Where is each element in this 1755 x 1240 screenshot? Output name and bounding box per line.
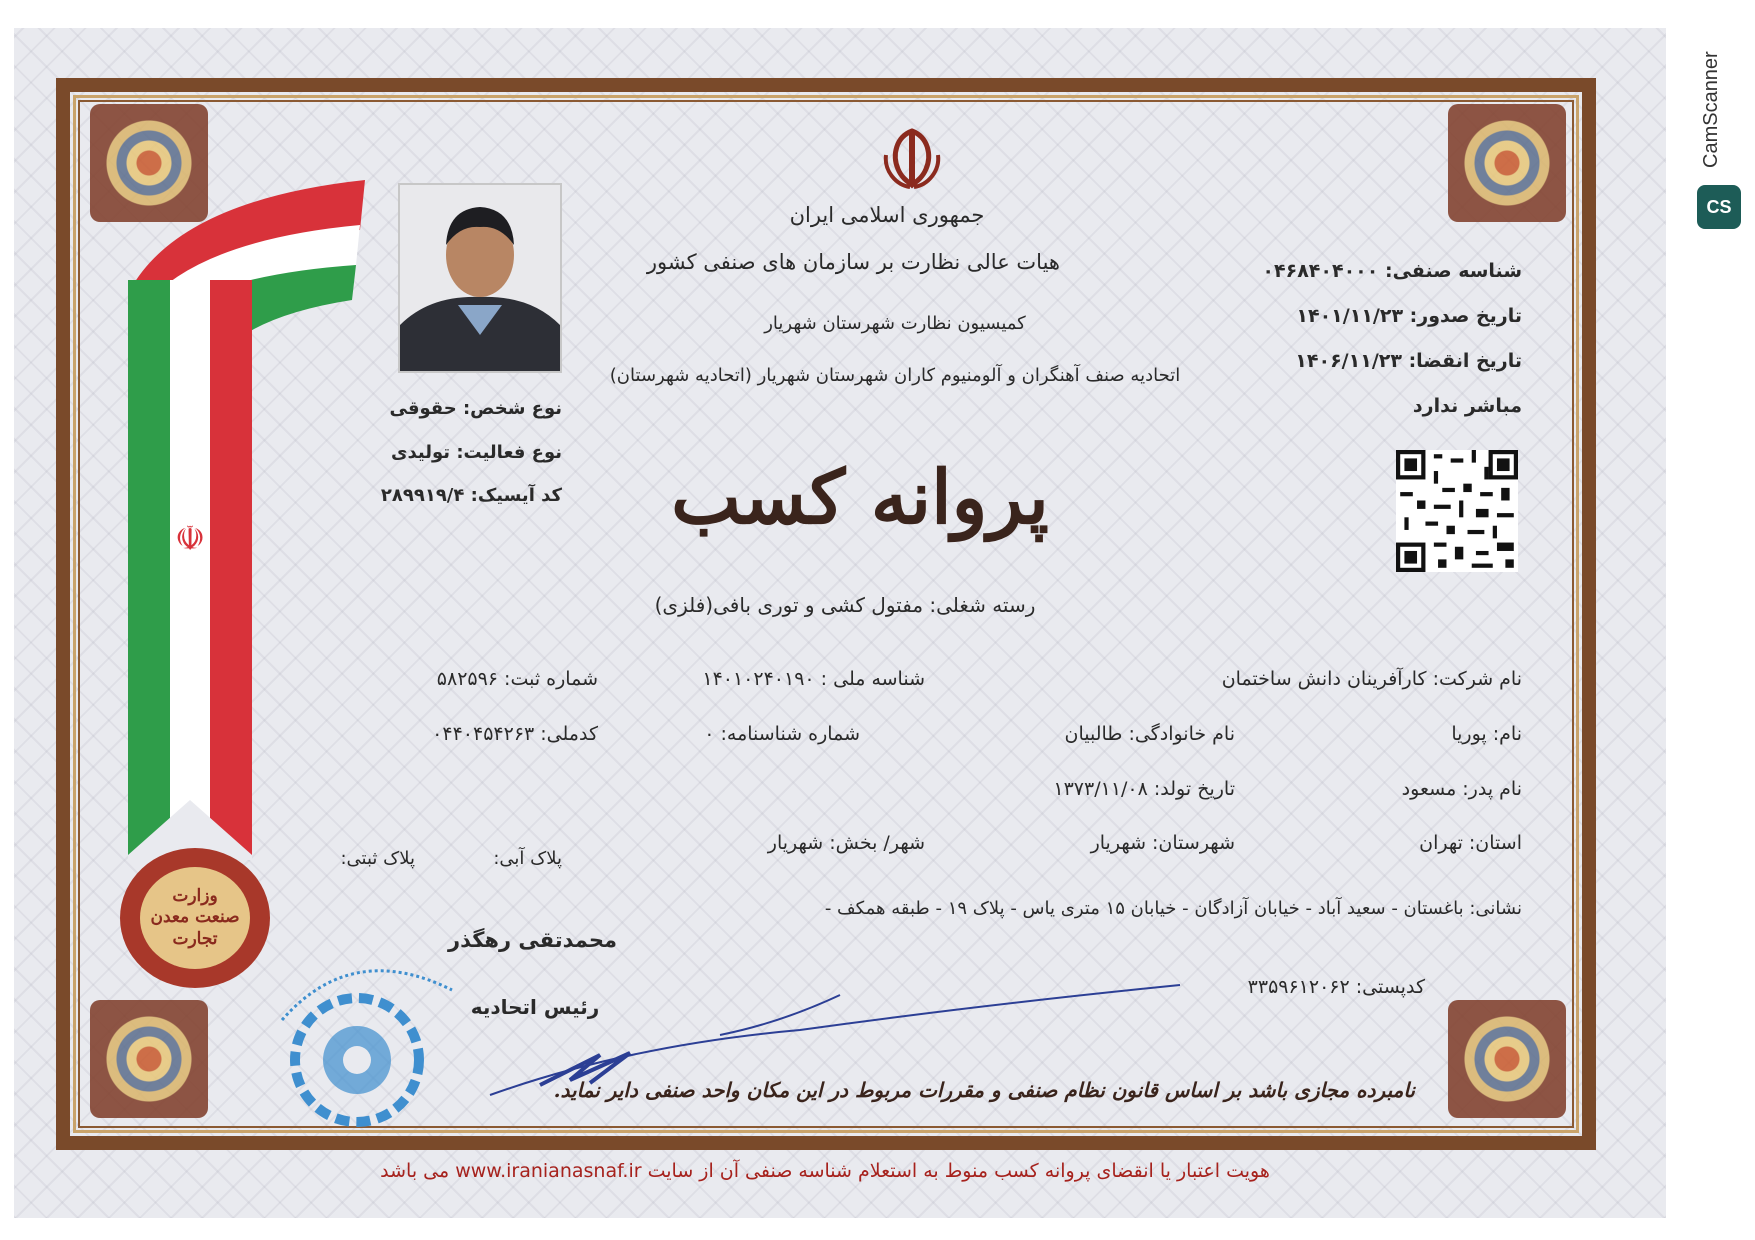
issue-date: تاریخ صدور: ۱۴۰۱/۱۱/۲۳ bbox=[1296, 305, 1522, 327]
corner-ornament-top-right bbox=[1448, 104, 1566, 222]
father-name: نام پدر: مسعود bbox=[1401, 778, 1522, 800]
last-name: نام خانوادگی: طالبیان bbox=[1064, 723, 1235, 745]
svg-text:☫: ☫ bbox=[174, 519, 206, 559]
qr-code-icon bbox=[1396, 450, 1518, 572]
registration-plate: پلاک ثبتی: bbox=[340, 848, 415, 869]
national-id: شناسه ملی : ۱۴۰۱۰۲۴۰۱۹۰ bbox=[702, 668, 925, 690]
seal-text: وزارت صنعت معدن تجارت bbox=[150, 886, 240, 949]
signatory-role: رئیس اتحادیه bbox=[470, 995, 600, 1019]
iran-flag-ribbon-icon bbox=[120, 170, 380, 860]
ministry-seal bbox=[120, 848, 270, 988]
holder-photo bbox=[398, 183, 562, 373]
commission-heading: کمیسیون نظارت شهرستان شهریار bbox=[764, 313, 1026, 334]
blue-plate: پلاک آبی: bbox=[493, 848, 562, 869]
board-heading: هیات عالی نظارت بر سازمان های صنفی کشور bbox=[646, 250, 1060, 274]
certificate-title: پروانه کسب bbox=[671, 455, 1049, 541]
union-heading: اتحادیه صنف آهنگران و آلومنیوم کاران شهرستان شهریار (اتحادیه شهرستان) bbox=[609, 365, 1181, 386]
republic-heading: جمهوری اسلامی ایران bbox=[789, 203, 985, 227]
camscanner-text: CamScanner bbox=[1700, 51, 1722, 169]
id-number: شماره شناسنامه: ۰ bbox=[704, 723, 860, 745]
address: نشانی: باغستان - سعید آباد - خیابان آزادگان - خیابان ۱۵ متری یاس - پلاک ۱۹ - طبقه همکف - bbox=[824, 898, 1522, 919]
union-stamp-icon bbox=[262, 950, 462, 1130]
verification-footer: هویت اعتبار یا انقضای پروانه کسب منوط به استعلام شناسه صنفی آن از سایت www.iranianasnaf.ir می باشد bbox=[380, 1160, 1270, 1182]
camscanner-logo-icon: CS bbox=[1697, 185, 1741, 229]
registration-number: شماره ثبت: ۵۸۲۵۹۶ bbox=[436, 668, 598, 690]
birth-date: تاریخ تولد: ۱۳۷۳/۱۱/۰۸ bbox=[1053, 778, 1235, 800]
county: شهرستان: شهریار bbox=[1090, 832, 1235, 854]
corner-ornament-bottom-left bbox=[90, 1000, 208, 1118]
activity-type: نوع فعالیت: تولیدی bbox=[391, 442, 562, 463]
signatory-name: محمدتقی رهگذر bbox=[448, 928, 617, 952]
guild-id: شناسه صنفی: ۰۴۶۸۴۰۴۰۰۰ bbox=[1262, 260, 1522, 282]
occupation: رسته شغلی: مفتول کشی و توری بافی(فلزی) bbox=[654, 593, 1036, 617]
corner-ornament-bottom-right bbox=[1448, 1000, 1566, 1118]
person-type: نوع شخص: حقوقی bbox=[389, 398, 562, 419]
city: شهر/ بخش: شهریار bbox=[767, 832, 925, 854]
first-name: نام: پوریا bbox=[1451, 723, 1522, 745]
province: استان: تهران bbox=[1419, 832, 1522, 854]
national-code: کدملی: ۰۴۴۰۴۵۴۲۶۳ bbox=[432, 723, 598, 745]
manager-status: مباشر ندارد bbox=[1412, 395, 1522, 417]
company-name: نام شرکت: کارآفرینان دانش ساختمان bbox=[1221, 668, 1522, 690]
postal-code: کدپستی: ۳۳۵۹۶۱۲۰۶۲ bbox=[1247, 976, 1425, 998]
expiry-date: تاریخ انقضا: ۱۴۰۶/۱۱/۲۳ bbox=[1295, 350, 1522, 372]
legal-notice: نامبرده مجازی باشد بر اساس قانون نظام صنفی و مقررات مربوط در این مکان واحد صنفی دایر نماید. bbox=[553, 1078, 1415, 1102]
emblem-icon bbox=[876, 125, 948, 191]
isic-code: کد آیسیک: ۲۸۹۹۱۹/۴ bbox=[380, 485, 562, 506]
